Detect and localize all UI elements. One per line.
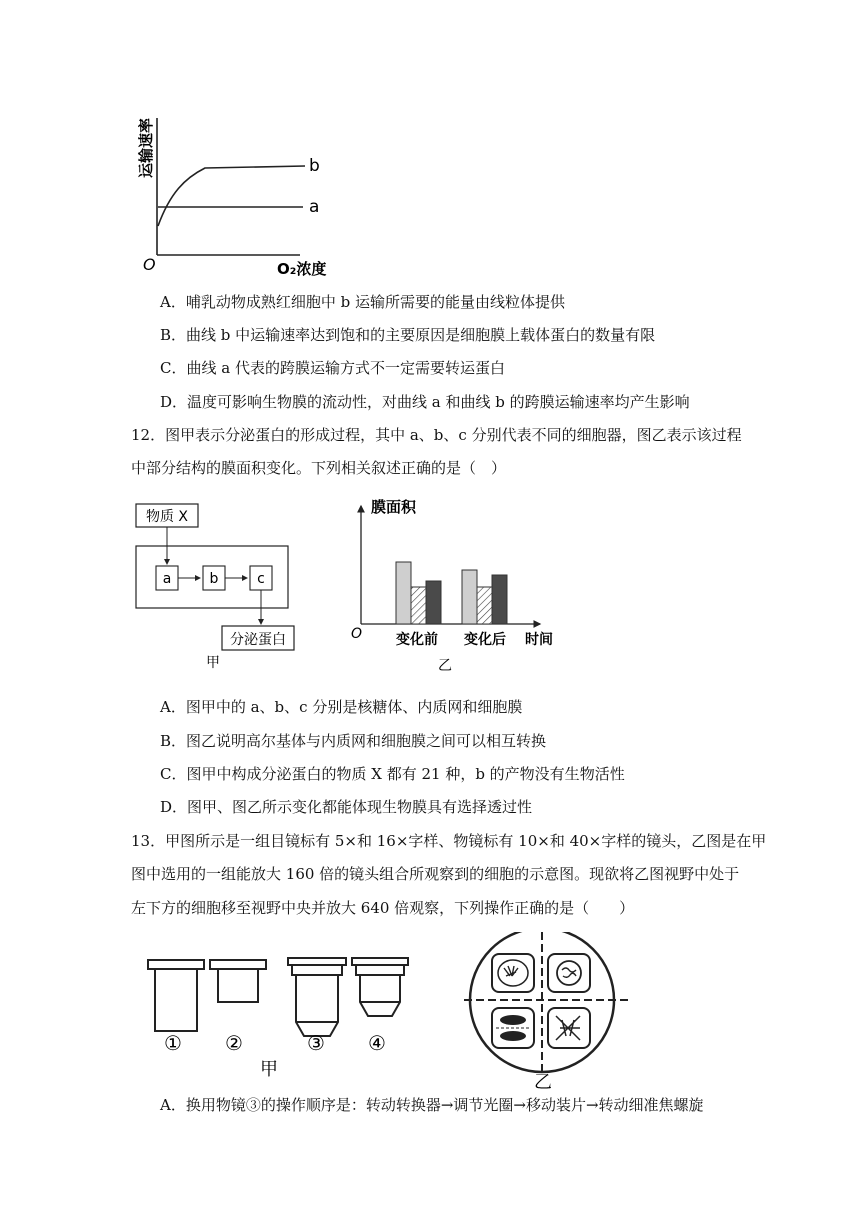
- category-after: 变化后: [464, 632, 506, 648]
- cell-top-right: [548, 954, 590, 992]
- bar-after-2: [477, 587, 492, 624]
- q12-stem-line1: 12．图甲表示分泌蛋白的形成过程，其中 a、b、c 分别代表不同的细胞器，图乙表示该过程: [131, 426, 742, 444]
- time-label: 时间: [525, 632, 553, 648]
- q13-stem-line1: 13．甲图所示是一组目镜标有 5×和 16×字样、物镜标有 10×和 40×字样的镜头，乙图是在甲: [131, 832, 767, 850]
- bar-before-2: [411, 587, 426, 624]
- y-axis-label: 运输速率: [137, 118, 155, 179]
- fig-yi-caption: 乙: [438, 658, 452, 674]
- bar-before-1: [396, 562, 411, 624]
- q11-option-a: A．哺乳动物成熟红细胞中 b 运输所需要的能量由线粒体提供: [160, 293, 565, 311]
- organelle-b-label: b: [209, 571, 219, 587]
- q11-option-d: D．温度可影响生物膜的流动性，对曲线 a 和曲线 b 的跨膜运输速率均产生影响: [160, 393, 690, 411]
- organelle-a-label: a: [162, 571, 172, 587]
- bar-after-3: [492, 575, 507, 624]
- yi-origin: O: [351, 626, 363, 642]
- substance-x-label: 物质 X: [145, 509, 189, 525]
- lens-4-label: ④: [368, 1031, 386, 1055]
- lens-4-icon: [352, 958, 408, 1016]
- lens-2-icon: [210, 960, 266, 1002]
- q12-option-a: A．图甲中的 a、b、c 分别是核糖体、内质网和细胞膜: [160, 698, 523, 716]
- q11-option-b: B．曲线 b 中运输速率达到饱和的主要原因是细胞膜上载体蛋白的数量有限: [160, 326, 656, 344]
- transport-rate-graph: [125, 108, 345, 283]
- q13-option-a: A．换用物镜③的操作顺序是：转动转换器→调节光圈→移动装片→转动细准焦螺旋: [160, 1096, 704, 1114]
- q11-option-c: C．曲线 a 代表的跨膜运输方式不一定需要转运蛋白: [160, 359, 505, 377]
- q12-option-b: B．图乙说明高尔基体与内质网和细胞膜之间可以相互转换: [160, 732, 547, 750]
- curve-a-label: a: [309, 197, 320, 217]
- bar-after-1: [462, 570, 477, 624]
- curve-b-label: b: [309, 156, 320, 176]
- lens-1-icon: [148, 960, 204, 1031]
- cell-bottom-right: [548, 1008, 590, 1048]
- fig-jia-lens-caption: 甲: [260, 1059, 278, 1080]
- view-circle: [470, 932, 614, 1072]
- fig-yi-field-of-view: [450, 932, 640, 1090]
- origin-label: O: [143, 255, 156, 274]
- q13-stem-line2: 图中选用的一组能放大 160 倍的镜头组合所观察到的细胞的示意图。现欲将乙图视野中处于: [131, 865, 740, 883]
- lens-3-label: ③: [307, 1031, 325, 1055]
- membrane-area-label: 膜面积: [371, 498, 417, 516]
- q12-stem-line2: 中部分结构的膜面积变化。下列相关叙述正确的是（ ）: [131, 459, 507, 477]
- secreted-protein-label: 分泌蛋白: [230, 632, 286, 648]
- fig-yi-lens-caption: 乙: [534, 1072, 552, 1090]
- cell-bottom-left: [492, 1008, 534, 1048]
- lens-3-icon: [288, 958, 346, 1036]
- curve-b: [158, 166, 305, 226]
- q12-option-c: C．图甲中构成分泌蛋白的物质 X 都有 21 种，b 的产物没有生物活性: [160, 765, 625, 783]
- bar-before-3: [426, 581, 441, 624]
- fig-jia-lenses: [140, 950, 420, 1085]
- organelle-c-label: c: [257, 571, 265, 587]
- x-axis-label: O₂浓度: [277, 260, 327, 278]
- fig-jia-secretion-flow: [130, 498, 295, 673]
- q13-stem-line3: 左下方的细胞移至视野中央并放大 640 倍观察，下列操作正确的是（ ）: [131, 899, 635, 917]
- lens-1-label: ①: [164, 1031, 182, 1055]
- fig-yi-membrane-area-chart: [345, 492, 570, 677]
- lens-2-label: ②: [225, 1031, 243, 1055]
- category-before: 变化前: [396, 632, 438, 648]
- cell-top-left: [492, 954, 534, 992]
- fig-jia-caption: 甲: [206, 655, 220, 671]
- q12-option-d: D．图甲、图乙所示变化都能体现生物膜具有选择透过性: [160, 798, 533, 816]
